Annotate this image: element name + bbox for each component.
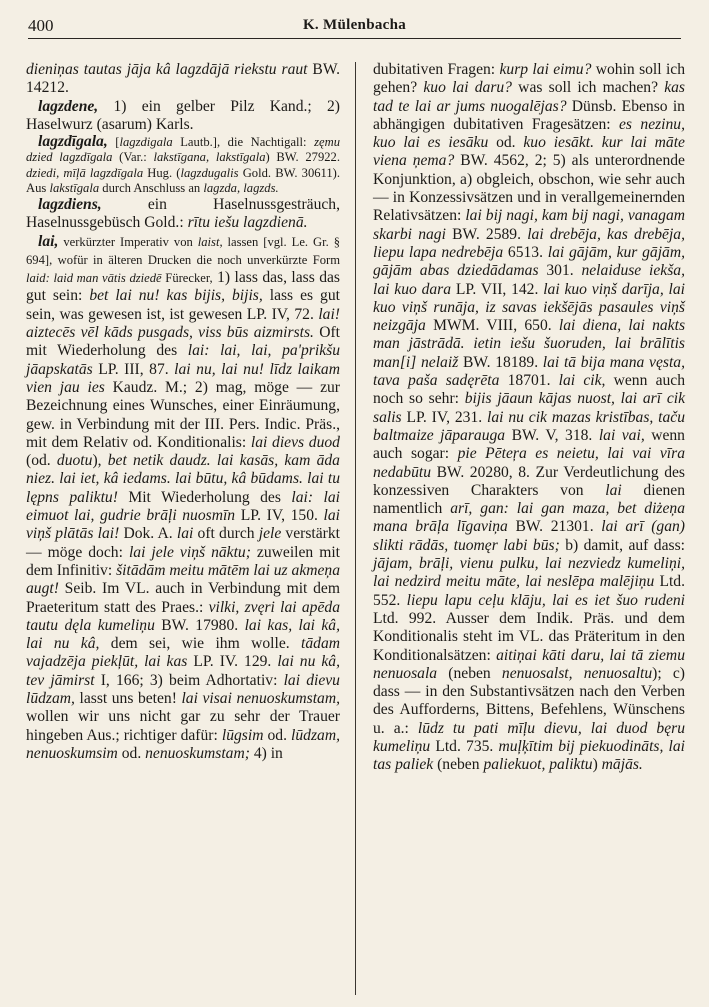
entry-text: lai kuo viņš darīja, lai kuo viņš runāja, iz savas iekšējās pasaules viņš neizgāja: [373, 280, 685, 335]
entry-text: lai diena, lai nakts man jāstrādā. ietin iešu šuoruden, lai brālītis man[i] nelaiž: [373, 317, 686, 371]
entry-text: kas tad te lai ar jums nuogalējas?: [373, 79, 685, 115]
entry-text: dem sei, wie ihm wolle.: [99, 635, 302, 653]
entry-text: BW. 17980.: [154, 616, 245, 634]
headword: lai,: [38, 232, 59, 250]
left-column: [26, 61, 340, 763]
entry-text: lass es gut sein, was gewesen ist, ist gewesen LP. IV, 72.: [26, 287, 340, 323]
entry-text: 1) lass das, lass das gut sein:: [26, 269, 340, 305]
entry-text: liepu lapu ceļu klāju, lai es iet šuo rudeni: [406, 591, 686, 609]
entry-text: Fürecker,: [161, 271, 213, 286]
entry-text: oft durch: [193, 525, 259, 543]
entry-text: (neben: [433, 756, 484, 774]
entry-text: Oft mit Wiederholung des: [26, 324, 341, 360]
dictionary-entry: [26, 98, 340, 135]
entry-text: wohin soll ich gehen?: [373, 61, 686, 97]
entry-text: bijis jāaun kājas nuost, lai arī cik salis: [373, 390, 685, 426]
entry-text: lai gājām, kur gājām, gājām abas dziedādamas: [373, 243, 685, 280]
entry-text: lūgsim: [221, 726, 264, 744]
entry-text: 6513.: [503, 243, 548, 261]
entry-text: Mit Wiederholung des: [117, 488, 292, 506]
entry-text: (od.: [26, 452, 57, 470]
entry-text: lai arī (gan) slikti rādās, tuomęr labi būs;: [373, 518, 685, 554]
entry-text: zęmu dzied lagzdīgala: [26, 135, 340, 165]
entry-text: (Var.:: [112, 150, 154, 165]
dictionary-entry: [26, 196, 340, 233]
entry-text: LP. IV. 129.: [187, 653, 278, 671]
entry-text: Seib. Im VL. auch in Verbindung mit dem Praeteritum statt des Praes.:: [26, 580, 340, 616]
entry-text: I, 166; 3) beim Adhortativ:: [94, 671, 284, 689]
entry-text: od.: [263, 726, 292, 744]
entry-text: lai tā bija mana vęsta, tava paša sadęrēta: [373, 353, 685, 390]
entry-text: bet lai nu! kas bijis, bijis,: [89, 287, 263, 305]
entry-text: muļķītim bij piekuodināts, lai tas paliek: [373, 737, 685, 774]
entry-text: lai dievs duod: [250, 433, 340, 451]
entry-text: ),: [92, 452, 108, 470]
entry-text: lagzdugalis: [180, 165, 239, 180]
entry-text: lasst uns beten!: [74, 690, 182, 708]
entry-text: kuo iesākt. kur lai māte viena ņema?: [373, 134, 685, 170]
headword: lagzdīgala,: [38, 133, 108, 151]
entry-text: od.: [488, 134, 524, 152]
entry-text: b) damit, auf dass:: [559, 536, 685, 554]
dictionary-entry: [26, 233, 340, 764]
entry-text: duotu: [56, 452, 93, 470]
entry-text: 4) in: [249, 744, 283, 762]
entry-text: rītu iešu lagzdienā.: [187, 214, 308, 232]
entry-text: verstärkt — möge doch:: [26, 525, 340, 561]
entry-text: lai vai,: [598, 426, 645, 444]
entry-text: dienen namentlich: [373, 481, 685, 518]
entry-text: lagzdigala: [119, 135, 173, 150]
entry-text: lai: lai, lai, pa'prikšu jāapskatās: [26, 342, 340, 378]
entry-text: Ltd. 992. Ausser dem Indik. Präs. und dem Konditionalis steht im VL. das Präteritum in den Konditionalsätzen:: [373, 609, 685, 664]
entry-text: Kaudz. M.; 2) mag, möge — zur Bezeichnung eines Wunsches, einer Einräumung, gew. in Verbindung mit der III. Pers. Indic. Präs., mit dem Relativ od. Konditionalis:: [26, 378, 340, 451]
entry-text: 1) ein gelber Pilz Kand.; 2) Haselwurz (asarum) Karls.: [26, 97, 340, 133]
entry-text: mājās.: [601, 756, 643, 774]
entry-text: Ltd. 735.: [430, 737, 499, 755]
entry-text: pie Pēteŗa es neietu, lai vai vīra nedabūtu: [373, 445, 685, 481]
entry-text: bet netik daudz. lai kasās, kam āda niez. lai iet, kâ iedams. lai būtu, kâ būdams. lai tu lępns paliktu!: [26, 452, 340, 506]
entry-text: arī, gan: lai gan maza, bet diżeņa mana brāļa līgaviņa: [373, 500, 685, 536]
entry-text: ) BW. 27922.: [265, 150, 340, 165]
entry-text: Gold. BW. 30611). Aus: [26, 165, 341, 195]
entry-text: BW. 4562, 2; 5) als unterordnende Konjunktion, a) obgleich, obschon, wie sehr auch — in Konzessivsätzen und in verallgemeinernden Relativsätzen:: [373, 152, 685, 225]
entry-text: lai viņš plātās lai!: [26, 507, 340, 543]
entry-text: jāјam, brāļi, vienu pulku, lai nezviedz kumeliņi, lai nedzird meitu māte, lai neslēpa malējiņu: [373, 555, 685, 591]
entry-text: Lautb.], die Nachtigall:: [172, 135, 315, 150]
running-title: K. Mülenbacha: [302, 17, 407, 33]
entry-text: aitiņai kāti daru, lai tā ziemu nenuosala: [373, 646, 685, 682]
entry-text: od.: [117, 744, 146, 762]
entry-text: ); c) dass — in den Substantivsätzen nach den Verben des Aufforderns, Bittens, Befehlens, Wünschens u. a.:: [373, 664, 685, 737]
entry-text: LP. VII, 142.: [451, 280, 544, 298]
entry-text: lai nu, lai nu! līdz laikam vien jau ies: [26, 360, 340, 396]
continued-paragraph: [26, 61, 340, 98]
entry-text: wollen wir uns nicht gar zu sehr der Trauer hingeben Aus.; richtiger dafür:: [26, 708, 340, 744]
entry-text: lakstīgala: [49, 180, 100, 195]
entry-text: lai: [176, 525, 194, 543]
entry-text: lai jele viņš nāktu;: [128, 543, 251, 561]
page-header: [28, 16, 681, 39]
entry-text: laist,: [197, 234, 223, 249]
entry-text: wenn auch sogar:: [373, 426, 685, 463]
entry-text: lai bij nagi, kam bij nagi, vanagam skarbi nagi: [373, 207, 686, 243]
entry-text: Hug. (: [143, 165, 181, 180]
entry-text: BW. 20280, 8. Zur Verdeutlichung des konzessiven Charakters von: [373, 463, 685, 499]
entry-text: verkürzter Imperativ von: [58, 234, 198, 249]
entry-text: paliekuot, paliktu: [483, 756, 593, 774]
entry-text: lai kas, lai kâ, lai nu kâ,: [26, 616, 341, 653]
entry-text: LP. IV, 231.: [401, 408, 488, 426]
continued-paragraph: [373, 61, 685, 775]
entry-text: zuweilen mit dem Infinitiv:: [26, 543, 341, 579]
entry-text: lai: lai eimuot lai, gudrie brāļi nuosmīn: [26, 488, 340, 525]
entry-text: lai! aiztecēs vēl kāds pusgads, viss būs aizmirsts.: [26, 305, 340, 342]
entry-text: nenuoskumstam;: [145, 744, 250, 762]
headword: lagzdiens,: [38, 196, 102, 213]
entry-text: vilki, zvęri lai apēda tautu dęla kumeliņu: [26, 598, 340, 634]
entry-text: nelaiduse iekša, lai kuo dara: [373, 262, 685, 298]
entry-text: 18701.: [499, 372, 559, 390]
entry-text: lai nu kâ, tev jāmirst: [26, 653, 340, 689]
entry-text: nenuosalst, nenuosaltu: [501, 664, 653, 682]
entry-text: lai cik,: [558, 372, 606, 390]
entry-text: dziedi, mīļā lagzdīgala: [26, 165, 144, 180]
entry-text: kurp lai eimu?: [499, 61, 592, 78]
entry-text: BW. 14212.: [26, 61, 341, 97]
headword: lagzdene,: [38, 97, 99, 115]
entry-text: lai dievu lūdzam,: [26, 671, 340, 708]
entry-text: durch Anschluss an: [99, 180, 204, 195]
entry-text: BW. V, 318.: [505, 426, 599, 444]
entry-text: lai drebēja, kas drebēja, liepu lapa nedrebēja: [373, 225, 685, 261]
entry-text: BW. 18189.: [458, 353, 543, 371]
entry-text: was soll ich machen?: [511, 79, 665, 97]
entry-text: (neben: [437, 664, 502, 682]
entry-text: šitādām meitu mātēm lai uz akmeņa augt!: [26, 561, 341, 598]
entry-text: Dünsb. Ebenso in abhängigen dubitativen Fragesätzen:: [373, 97, 685, 133]
entry-text: tādam vajadzēja piekļūt, lai kas: [26, 635, 340, 671]
entry-text: ): [592, 756, 602, 774]
entry-text: kuo lai daru?: [423, 79, 512, 97]
entry-text: lūdzam, nenuoskumsim: [26, 726, 340, 762]
entry-text: lai nu cik mazas kristības, taču baltmaize jāparauga: [373, 408, 685, 444]
entry-text: lai: [605, 481, 622, 499]
entry-text: LP. III, 87.: [92, 360, 175, 378]
entry-text: dubitativen Fragen:: [373, 61, 500, 78]
entry-text: ein Haselnussgesträuch, Haselnussgebüsch Gold.:: [26, 196, 340, 232]
entry-text: Dok. A.: [119, 525, 177, 543]
right-column: [373, 61, 685, 775]
entry-text: 301.: [538, 262, 582, 280]
entry-text: laid: laid man vātis dziedē: [26, 271, 162, 286]
entry-text: lai visai nenuoskumstam,: [181, 690, 340, 708]
entry-text: Ltd. 552.: [373, 573, 685, 609]
page-number: 400: [28, 16, 54, 35]
column-divider: [355, 62, 356, 995]
entry-text: lūdz tu pati mīļu dievu, lai duod bęru kumeliņu: [373, 719, 685, 755]
entry-text: lakstīgana, lakstīgala: [153, 150, 266, 165]
entry-text: wenn auch noch so sehr:: [373, 372, 686, 408]
entry-text: MWM. VIII, 650.: [425, 317, 559, 335]
entry-text: BW. 21301.: [507, 518, 602, 536]
entry-text: LP. IV, 150.: [235, 507, 324, 525]
entry-text: es nezinu, kuo lai es iesāku: [373, 115, 686, 152]
entry-text: lassen [vgl. Le. Gr. § 694], wofür in älteren Drucken die noch unverkürzte Form: [26, 234, 340, 267]
entry-text: lagzda, lagzds.: [203, 180, 279, 195]
entry-text: BW. 2589.: [445, 225, 528, 243]
entry-text: dieniņas tautas jāja kâ lagzdājā riekstu raut: [26, 61, 308, 78]
entry-text: jele: [258, 525, 282, 543]
entry-text: [: [107, 135, 120, 150]
dictionary-entry: [26, 134, 340, 196]
